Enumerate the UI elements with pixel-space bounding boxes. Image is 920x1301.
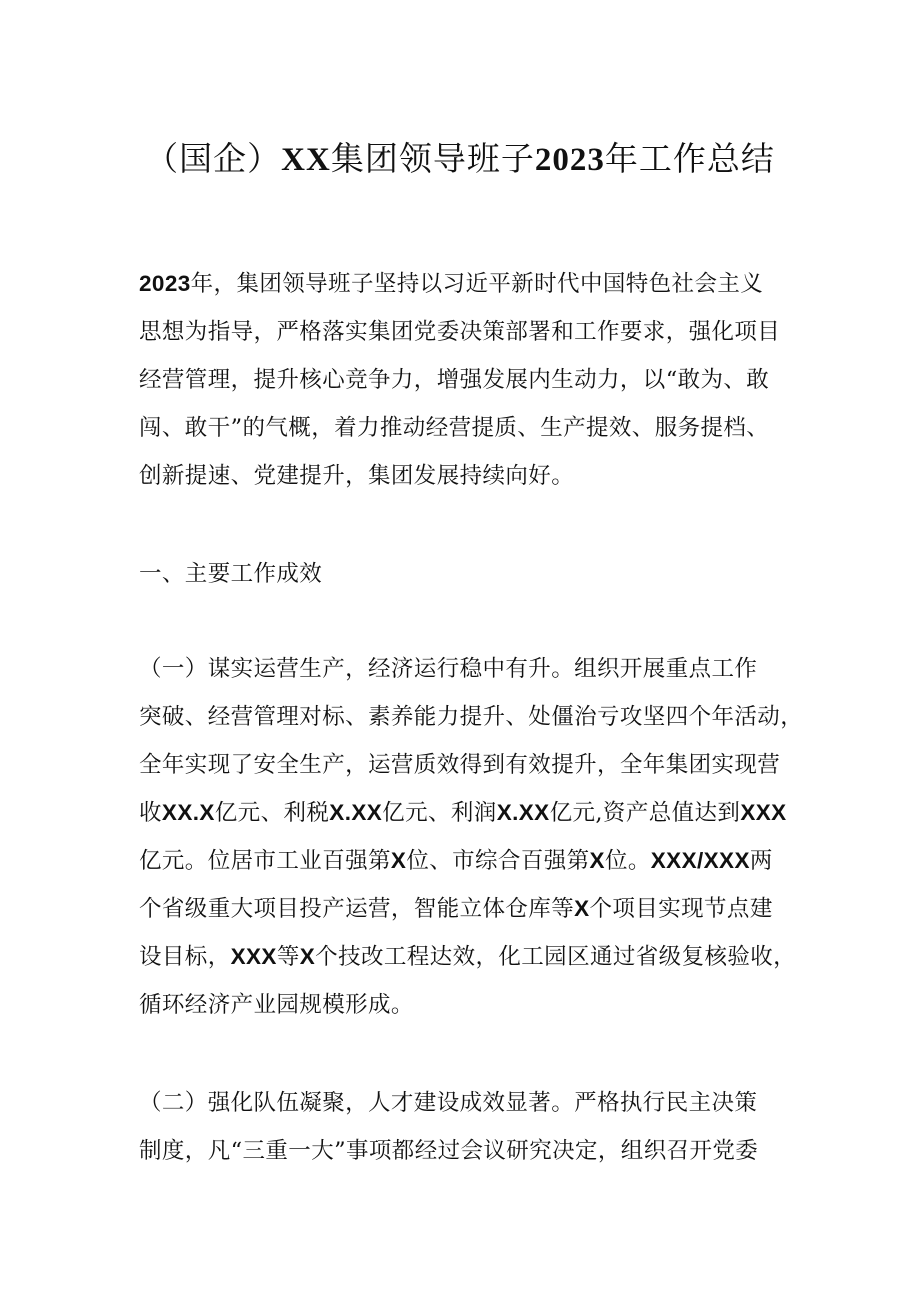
text-line: 循环经济产业园规模形成。	[139, 992, 414, 1018]
title-prefix: （国企）	[145, 139, 282, 178]
title-code: XX	[281, 142, 331, 178]
placeholder-value: X	[299, 944, 316, 969]
intro-year: 2023	[139, 271, 191, 296]
text-run: 亿元、利税	[214, 800, 330, 826]
section-heading-text: 一、主要工作成效	[139, 561, 323, 587]
text-line: 突破、经营管理对标、素养能力提升、处僵治亏攻坚四个年活动，	[139, 704, 804, 730]
text-run: 位、市综合百强第	[406, 848, 590, 874]
text-run: 两	[749, 848, 773, 874]
text-line: 经营管理，提升核心竞争力，增强发展内生动力，以“敢为、敢	[139, 367, 770, 393]
text-run: 等	[276, 944, 300, 970]
intro-paragraph	[139, 260, 811, 500]
paragraph-team	[139, 1079, 811, 1175]
text-line	[139, 260, 811, 308]
text-line: （一）谋实运营生产，经济运行稳中有升。组织开展重点工作	[139, 656, 758, 682]
text-line: 创新提速、党建提升，集团发展持续向好。	[139, 463, 575, 489]
text-line	[139, 789, 811, 837]
text-run: 亿元、利润	[382, 800, 497, 826]
paragraph-operations	[139, 645, 811, 1029]
placeholder-value: X	[390, 848, 407, 873]
placeholder-value: XXX	[230, 944, 277, 969]
placeholder-value: XXX	[740, 800, 787, 825]
text-line: 思想为指导，严格落实集团党委决策部署和工作要求，强化项目	[139, 319, 781, 345]
text-run: 亿元,资产总值达到	[549, 800, 741, 826]
text-line	[139, 885, 811, 933]
text-line: 制度，凡“三重一大”事项都经过会议研究决定，组织召开党委	[139, 1138, 759, 1164]
placeholder-value: X.XX	[496, 800, 550, 825]
text-line: 闯、敢干”的气概，着力推动经营提质、生产提效、服务提档、	[139, 415, 770, 441]
text-line: 全年实现了安全生产，运营质效得到有效提升，全年集团实现营	[139, 752, 781, 778]
text-line	[139, 933, 811, 981]
section-heading	[139, 550, 811, 598]
text-run: 设目标，	[139, 944, 231, 970]
placeholder-value: X	[574, 896, 590, 921]
placeholder-value: X	[589, 848, 605, 873]
text-line	[139, 837, 811, 885]
title-suffix: 年工作总结	[604, 139, 775, 178]
placeholder-value: XXX/XXX	[650, 848, 750, 873]
text-run: 亿元。位居市工业百强第	[139, 848, 391, 874]
placeholder-value: XX.X	[161, 800, 215, 825]
text-line: （二）强化队伍凝聚，人才建设成效显著。严格执行民主决策	[139, 1090, 758, 1116]
document-title	[80, 135, 840, 184]
text-run: 年，集团领导班子坚持以习近平新时代中国特色社会主义	[190, 271, 764, 297]
title-mid: 集团领导班子	[330, 139, 535, 178]
title-year: 2023	[534, 142, 605, 178]
text-run: 个项目实现节点建	[589, 896, 773, 922]
text-run: 收	[139, 800, 162, 826]
text-run: 个省级重大项目投产运营，智能立体仓库等	[139, 896, 575, 922]
text-run: 个技改工程达效，化工园区通过省级复核验收，	[315, 944, 797, 970]
placeholder-value: X.XX	[329, 800, 383, 825]
text-run: 位。	[604, 848, 651, 874]
